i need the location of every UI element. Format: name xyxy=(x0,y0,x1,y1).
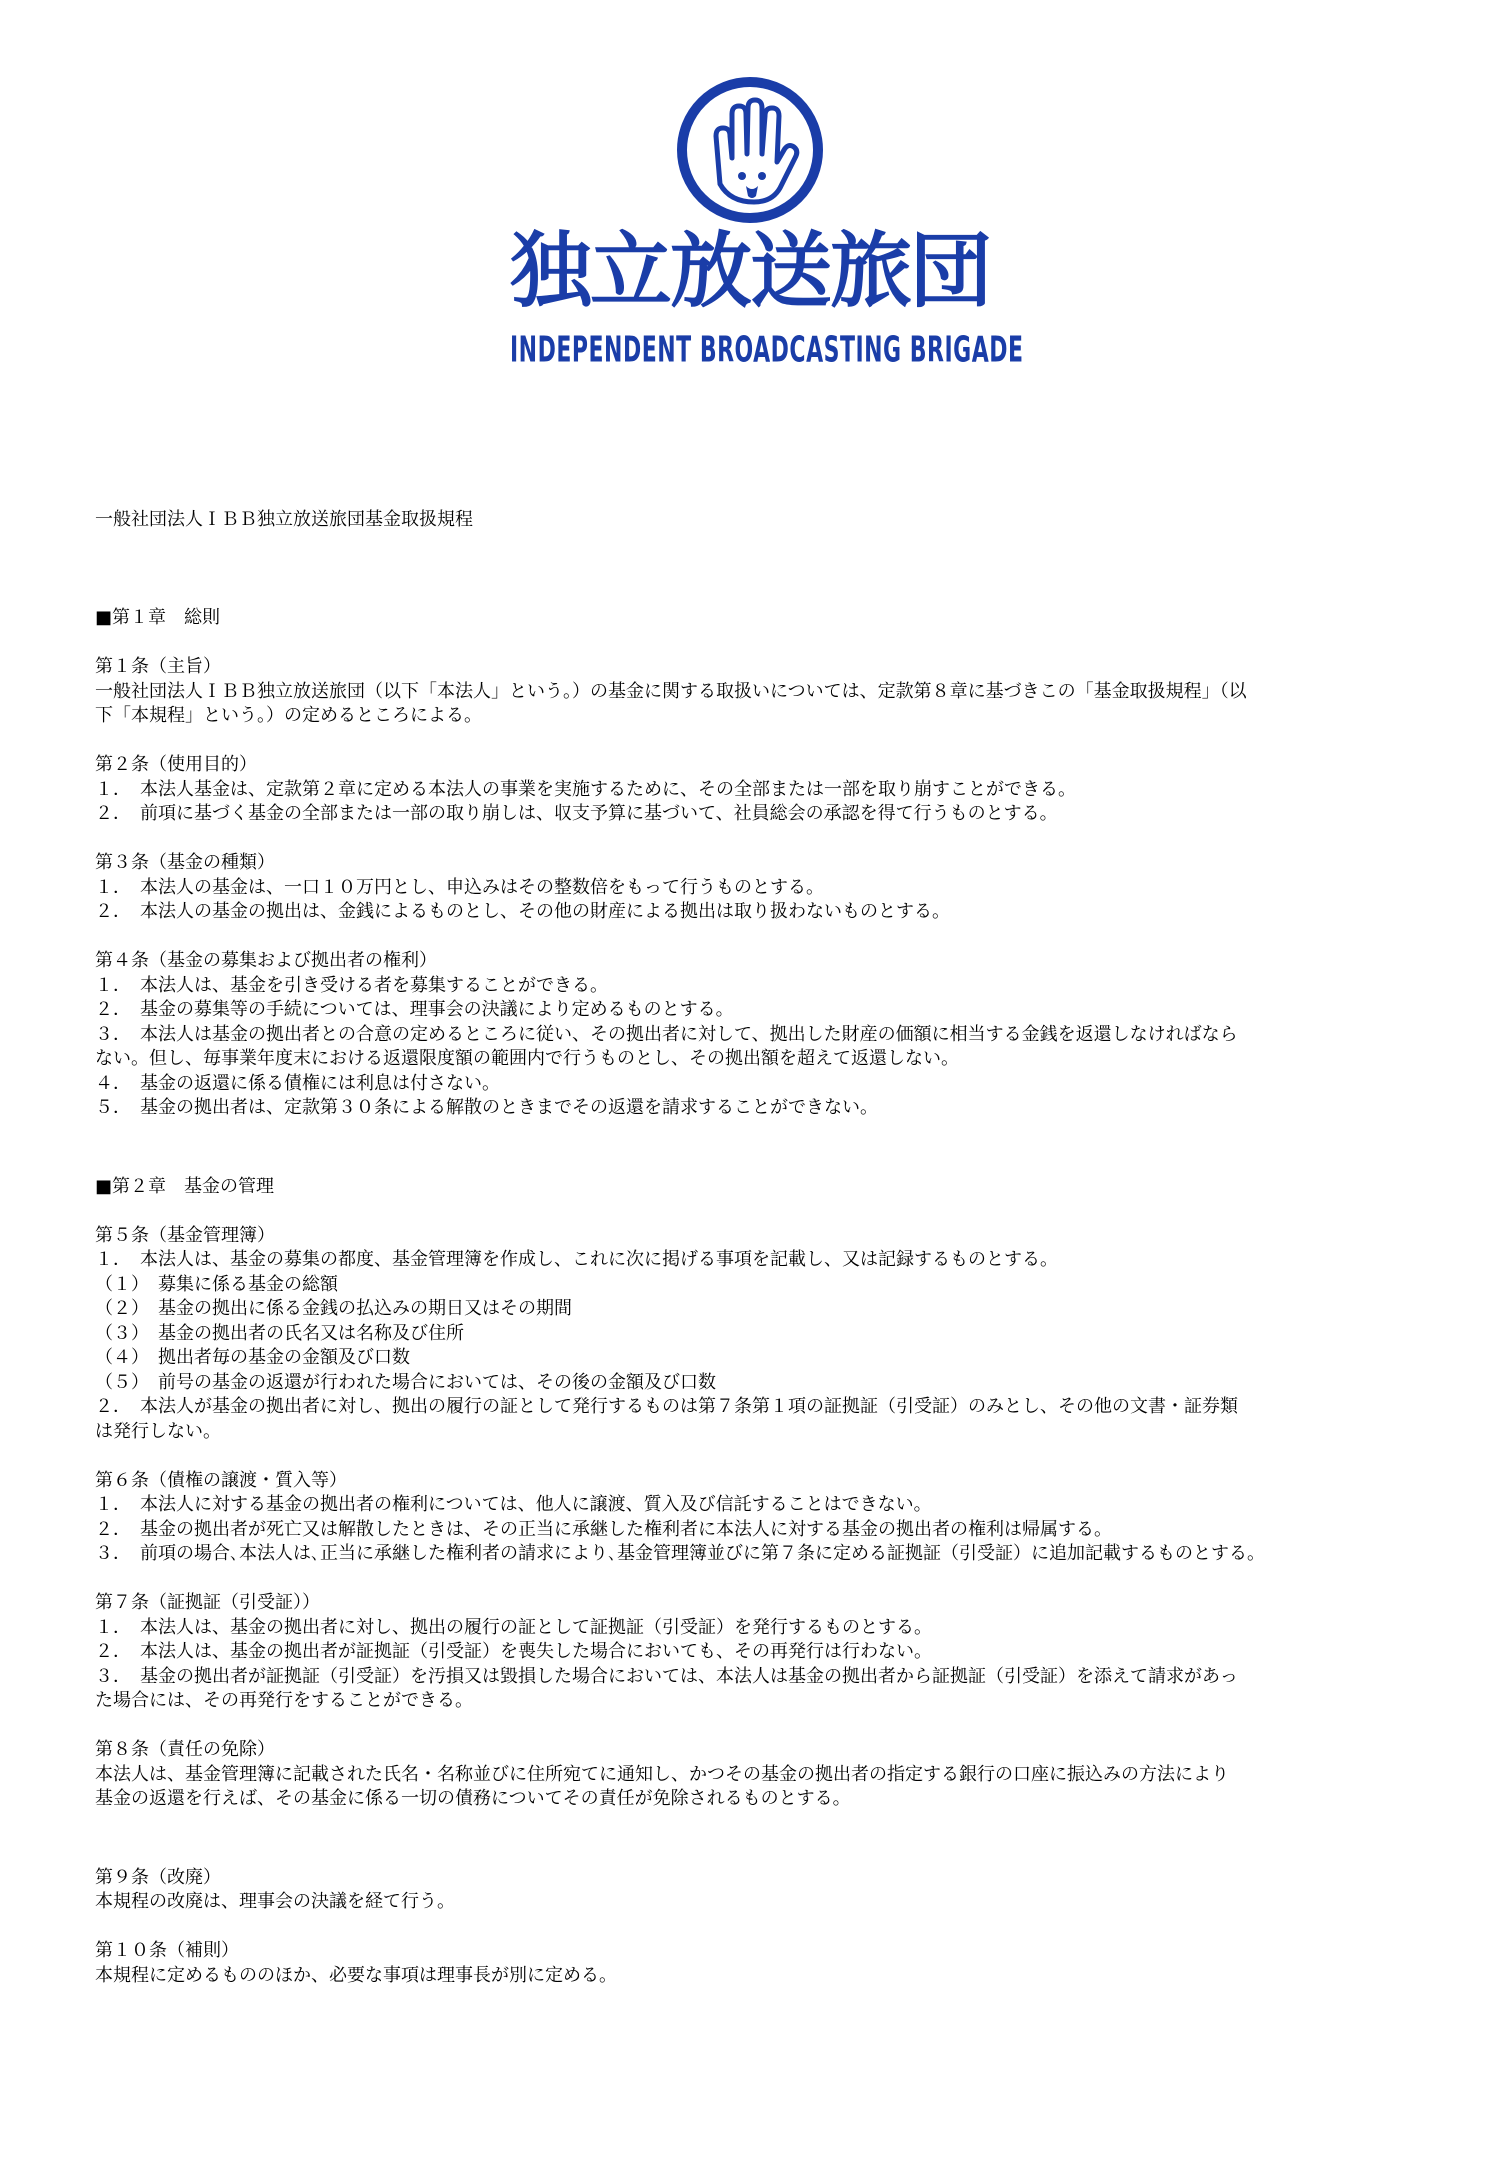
article-line: ５． 基金の拠出者は、定款第３０条による解散のときまでその返還を請求することができない。 xyxy=(95,1097,878,1118)
logo-english-name: INDEPENDENT BROADCASTING BRIGADE xyxy=(510,331,1024,372)
article-6 xyxy=(95,1469,1420,1567)
article-line: （４） 拠出者毎の基金の金額及び口数 xyxy=(95,1347,410,1368)
article-line: １． 本法人は、基金の拠出者に対し、拠出の履行の証として証拠証（引受証）を発行するものとする。 xyxy=(95,1616,932,1638)
article-line: （１） 募集に係る基金の総額 xyxy=(95,1273,338,1295)
article-4 xyxy=(95,949,1420,1121)
article-heading: 第１０条（補則） xyxy=(95,1940,239,1961)
article-8 xyxy=(95,1738,1420,1812)
article-line: ２． 本法人は、基金の拠出者が証拠証（引受証）を喪失した場合においても、その再発行は行わない。 xyxy=(95,1641,932,1662)
article-heading: 第６条（債権の譲渡・質入等） xyxy=(95,1469,347,1491)
article-line: ２． 本法人が基金の拠出者に対し、拠出の履行の証として発行するものは第７条第１項の証拠証（引受証）のみとし、その他の文書・証券類 xyxy=(95,1396,1238,1417)
hand-emblem-icon xyxy=(676,76,824,224)
article-10 xyxy=(95,1939,1420,1988)
article-line: た場合には、その再発行をすることができる。 xyxy=(95,1690,473,1711)
article-2 xyxy=(95,753,1420,827)
article-heading: 第４条（基金の募集および拠出者の権利） xyxy=(95,950,437,971)
article-line: は発行しない。 xyxy=(95,1420,221,1442)
article-line: ３． 本法人は基金の拠出者との合意の定めるところに従い、その拠出者に対して、拠出した財産の価額に相当する金銭を返還しなければなら xyxy=(95,1023,1238,1045)
article-line: 本規程に定めるもののほか、必要な事項は理事長が別に定める。 xyxy=(95,1964,617,1986)
article-heading: 第１条（主旨） xyxy=(95,656,221,677)
article-heading: 第３条（基金の種類） xyxy=(95,852,275,873)
article-line: １． 本法人基金は、定款第２章に定める本法人の事業を実施するために、その全部または一部を取り崩すことができる。 xyxy=(95,778,1076,800)
article-line: ２． 本法人の基金の拠出は、金銭によるものとし、その他の財産による拠出は取り扱わないものとする。 xyxy=(95,901,950,922)
article-line: 本規程の改廃は、理事会の決議を経て行う。 xyxy=(95,1891,455,1912)
chapter-2-heading: ■第２章 基金の管理 xyxy=(95,1175,275,1197)
article-line: ２． 前項に基づく基金の全部または一部の取り崩しは、収支予算に基づいて、社員総会の承認を得て行うものとする。 xyxy=(95,803,1058,824)
article-3 xyxy=(95,851,1420,925)
article-line: （２） 基金の拠出に係る金銭の払込みの期日又はその期間 xyxy=(95,1298,572,1319)
article-line: ４． 基金の返還に係る債権には利息は付さない。 xyxy=(95,1072,500,1094)
article-line: ３． 基金の拠出者が証拠証（引受証）を汚損又は毀損した場合においては、本法人は基金の拠出者から証拠証（引受証）を添えて請求があっ xyxy=(95,1665,1238,1687)
article-line: ３． 前項の場合､本法人は､正当に承継した権利者の請求により､基金管理簿並びに第７条に定める証拠証（引受証）に追加記載するものとする。 xyxy=(95,1543,1265,1564)
article-line: （３） 基金の拠出者の氏名又は名称及び住所 xyxy=(95,1322,464,1344)
article-5 xyxy=(95,1224,1420,1445)
article-heading: 第９条（改廃） xyxy=(95,1866,221,1888)
article-7 xyxy=(95,1591,1420,1714)
article-line: 基金の返還を行えば、その基金に係る一切の債務についてその責任が免除されるものとする。 xyxy=(95,1788,851,1809)
article-heading: 第５条（基金管理簿） xyxy=(95,1224,275,1246)
article-heading: 第８条（責任の免除） xyxy=(95,1739,275,1760)
article-line: 一般社団法人ＩＢＢ独立放送旅団（以下「本法人」という。）の基金に関する取扱いについては、定款第８章に基づきこの「基金取扱規程」（以 xyxy=(95,680,1247,702)
article-line: （５） 前号の基金の返還が行われた場合においては、その後の金額及び口数 xyxy=(95,1371,716,1393)
article-heading: 第２条（使用目的） xyxy=(95,754,257,775)
article-line: ２． 基金の募集等の手続については、理事会の決議により定めるものとする。 xyxy=(95,999,734,1020)
article-line: 下「本規程」という。）の定めるところによる。 xyxy=(95,705,482,726)
article-line: １． 本法人に対する基金の拠出者の権利については、他人に譲渡、質入及び信託することはできない。 xyxy=(95,1494,932,1515)
article-1 xyxy=(95,655,1420,729)
logo-japanese-name: 独立放送旅団 xyxy=(509,224,990,319)
article-line: １． 本法人は、基金の募集の都度、基金管理簿を作成し、これに次に掲げる事項を記載し、又は記録するものとする。 xyxy=(95,1249,1058,1270)
article-line: １． 本法人の基金は、一口１０万円とし、申込みはその整数倍をもって行うものとする。 xyxy=(95,876,824,898)
article-line: 本法人は、基金管理簿に記載された氏名・名称並びに住所宛てに通知し、かつその基金の拠出者の指定する銀行の口座に振込みの方法により xyxy=(95,1763,1229,1785)
organization-logo xyxy=(500,76,1024,372)
article-line: １． 本法人は、基金を引き受ける者を募集することができる。 xyxy=(95,974,608,996)
chapter-1-heading: ■第１章 総則 xyxy=(95,607,221,628)
article-line: ない。但し、毎事業年度末における返還限度額の範囲内で行うものとし、その拠出額を超えて返還しない。 xyxy=(95,1048,959,1069)
document-title: 一般社団法人ＩＢＢ独立放送旅団基金取扱規程 xyxy=(95,509,473,530)
article-9 xyxy=(95,1866,1420,1915)
article-line: ２． 基金の拠出者が死亡又は解散したときは、その正当に承継した権利者に本法人に対する基金の拠出者の権利は帰属する。 xyxy=(95,1518,1112,1540)
article-heading: 第７条（証拠証（引受証）） xyxy=(95,1592,320,1613)
regulation-document xyxy=(95,508,1420,1988)
